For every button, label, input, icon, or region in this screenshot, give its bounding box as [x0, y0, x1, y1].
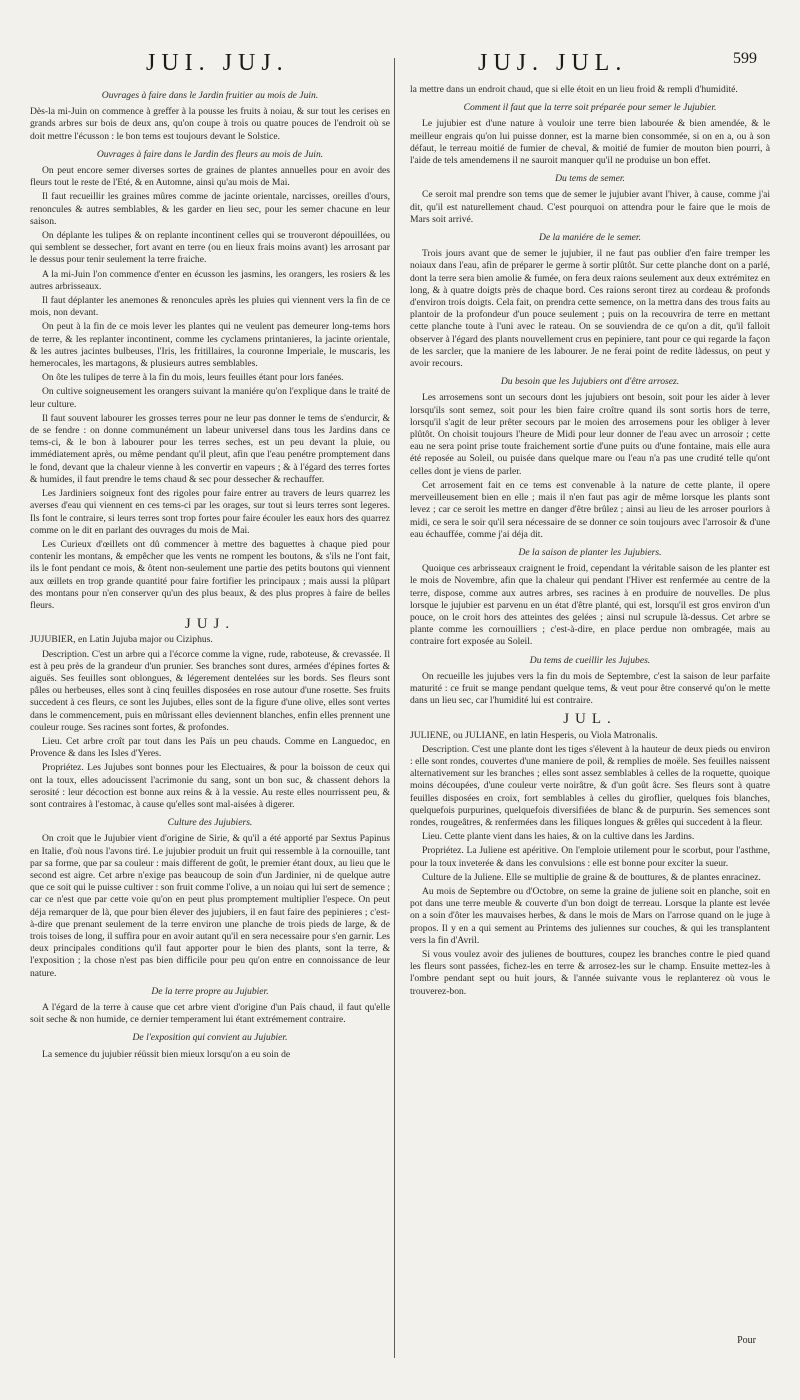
paragraph: A la mi-Juin l'on commence d'enter en écusson les jasmins, les orangers, les rosiers & les autres arbrisseaux. [30, 268, 390, 292]
paragraph: Il faut déplanter les anemones & renoncules après les pluies qui viennent vers la fin de ce mois, non devant. [30, 295, 390, 319]
paragraph: Propriétez. La Juliene est apéritive. On l'emploie utilement pour le scorbut, pour l'asthme, pour la toux inveterée & dans les convulsions : elle est bonne pour exciter la sueur. [410, 845, 770, 869]
paragraph: Lieu. Cet arbre croît par tout dans les Païs un peu chauds. Comme en Languedoc, en Provence & dans les Isles d'Yeres. [30, 735, 390, 760]
column-divider [394, 58, 395, 1358]
paragraph: Propriétez. Les Jujubes sont bonnes pour les Electuaires, & pour la boisson de ceux qui ont la toux, elles adoucissent l'acrimonie du sang, sont un bon suc, & chassent dehors la serosité : leur décoction est bonne aux reins & à la vessie. Au reste elles nourrissent peu, & sont contraires à l'estomac, à cause qu'elles sont mal-aisées à digerer. [30, 762, 390, 810]
heading-fruit-garden: Ouvrages à faire dans le Jardin fruitier au mois de Juin. [101, 90, 319, 101]
paragraph: Description. C'est un arbre qui a l'écorce comme la vigne, rude, raboteuse, & crevassée. Il est à peu près de la grandeur d'un prunier. Ses branches sont dures, armées d'épines fortes & aiguës. Ses feuilles sont oblongues, & légerement dentelées sur les bords. Ses fleurs sont pâles ou herbeuses, elles sont à cinq feuilles disposées en rose autour d'une rosette. Ses fruits succedent à ces fleurs, ce sont les Jujubes, elles sont de la figure d'une olive, elles sont vertes dans le commencement, puis en mûrissant elles deviennent blanches, enfin elles prennent une couleur rouge. Ses racines sont fortes, & profondes. [30, 648, 390, 733]
page-number: 599 [733, 50, 757, 67]
paragraph: Dès-la mi-Juin on commence à greffer à la pousse les fruits à noiau, & sur tout les cerises en grands arbres sur bois de deux ans, qu'on coupe à trois ou quatre pouces de l'endroit où se doit mettre l'écusson : le bon tems est toujours devant le Solstice. [30, 106, 390, 142]
heading-preparation: Comment il faut que la terre soit préparée pour semer le Jujubier. [463, 102, 717, 114]
entry-title-jujubier: JUJUBIER, en Latin Jujuba major ou Ciziphus. [30, 634, 213, 646]
section-title-jul: JUL. [563, 711, 617, 728]
paragraph: Description. C'est une plante dont les tiges s'élevent à la hauteur de deux pieds ou environ : elle sont rondes, couvertes d'une maniere de poil, & remplies de moële. Ses feuilles naissent alternativement sur les branches ; elles sont assez semblables à celles de la roquette, quoique moins découpées, d'une couleur verte noirâtre, & d'un goût âcre. Ses fleurs sont à quatre feuilles disposées en croix, fort semblables à celles du giroflier, quelques fois blanches, quelquefois purpurines, quelquefois diversifiées de blanc & de purpurin. Ses semences sont rondes, rougeâtres, & renfermées dans les filiques longues & grêles qui succedent à la fleur. [410, 743, 770, 828]
paragraph: Lieu. Cette plante vient dans les haies, & on la cultive dans les Jardins. [422, 831, 695, 843]
running-head-middle: JUJ. JUL. [478, 50, 628, 76]
entry-title-juliene: JULIENE, ou JULIANE, en latin Hesperis, ou Viola Matronalis. [410, 729, 658, 741]
paragraph: Quoique ces arbrisseaux craignent le froid, cependant la véritable saison de les planter est le mois de Novembre, afin que la chaleur qui pendant l'Hiver est renfermée au centre de la terre, dispose, comme aux autres arbres, ses racines à en produire de nouvelles. De plus lorsque le jujubier est parvenu en un état d'être planté, qui est, lorsqu'il est gros environ d'un pouce, on le croit hors des atteintes des gelées ; ainsi nul scrupule là-dessus. Cet arbre se plante comme les cornouilliers ; c'est-à-dire, en place perdue non ombragée, mais au contraire fort exposée au Soleil. [410, 563, 770, 648]
paragraph: Si vous voulez avoir des julienes de bouttures, coupez les branches contre le pied quand les fleurs sont passées, fichez-les en terre & arrosez-les sur le champ. Ensuite mettez-les à l'ombre pendant sept ou huit jours, & l'année suivante vous le replanterez où vous le trouverez-bon. [410, 949, 770, 997]
catchword: Pour [737, 1335, 756, 1346]
paragraph: Ce seroit mal prendre son tems que de semer le jujubier avant l'hiver, à cause, comme j'ai dit, qu'il est naturellement chaud. C'est pourquoi on attendra pour le faire que le mois de Mars soit arrivé. [410, 189, 770, 225]
paragraph: Il faut souvent labourer les grosses terres pour ne leur pas donner le tems de s'endurcir, & de se fendre : on donne communément un labeur universel dans tous les Jardins dans ce tems-ci, & le bon à labourer pour les terres seches, est un peu devant la pluie, ou immédiatement après, ou même pendant qu'il pleut, afin que l'eau penétre promptement dans le fond, devant que la chaleur vienne à les convertir en vapeurs ; & à l'égard des terres fortes & humides, il faut prendre le tems chaud & sec pour dessecher & rechauffer. [30, 412, 390, 485]
paragraph: la mettre dans un endroit chaud, que si elle étoit en un lieu froid & rempli d'humidité. [410, 84, 738, 95]
heading-planting-season: De la saison de planter les Jujubiers. [518, 546, 662, 558]
heading-culture: Culture des Jujubiers. [167, 817, 253, 829]
paragraph: Culture de la Juliene. Elle se multiplie de graine & de bouttures, & de plantes enracinez. [422, 871, 761, 883]
paragraph: On peut à la fin de ce mois lever les plantes qui ne veulent pas demeurer long-tems hors de terre, & les replanter incontinent, comme les cyclamens printanieres, la jacinte orientale, & les autres jacintes bulbeuses, l'Iris, les fritillaires, la couronne Imperiale, le muscaris, les hemerocales, les martagons, & plusieurs autres semblables. [30, 321, 390, 370]
heading-sowing-method: De la maniére de le semer. [539, 232, 641, 244]
running-head-left: JUI. JUJ. [146, 50, 289, 76]
paragraph: On peut encore semer diverses sortes de graines de plantes annuelles pour en avoir des fleurs tout le reste de l'Eté, & en Automne, ainsi qu'au mois de Mai. [30, 165, 390, 189]
paragraph: On ôte les tulipes de terre à la fin du mois, leurs feuilles étant pour lors fanées. [42, 372, 344, 384]
paragraph: Trois jours avant que de semer le jujubier, il ne faut pas oublier d'en faire tremper les noiaux dans l'eau, afin de préparer le germe à sortir plûtôt. Sur cette planche dont on a parlé, dont la terre sera bien amolie & fumée, on fera deux raions seulement aux deux extrémitez en long, & à quatre doigts près de chaque bord. Ces raions seront tirez au cordeau & profonds d'environ trois doigts. Cela fait, on prendra cette semence, on la mettra dans des trous faits au plantoir de la profondeur d'un pouce seulement ; puis on la recouvrira de terre en mettant cette planche toute à l'uni avec le rateau. On se souviendra de ce qu'on a dit, qu'il falloit observer à l'égard des plants nouvellement crus en pepiniere, tant pour ce qui regarde la façon de les sarcler, que la maniere de les labourer. Je ne ferai point de redite làdessus, on peut y avoir recours. [410, 248, 770, 370]
paragraph: La semence du jujubier réüssit bien mieux lorsqu'on a eu soin de [42, 1048, 291, 1060]
heading-exposure: De l'exposition qui convient au Jujubier. [132, 1032, 288, 1044]
right-column [410, 84, 770, 1000]
paragraph: Au mois de Septembre ou d'Octobre, on seme la graine de juliene soit en planche, soit en pot dans une terre meuble & couverte d'un bon doigt de terreau. Lorsque la plante est levée on a soin d'ôter les mauvaises herbes, & dans le mois de Mars on l'arrose quand on le juge à propos. Il y en a qui sement au Printems des juliennes sur couches, & qui les transplantent vers la fin d'Avril. [410, 885, 770, 946]
paragraph: Cet arrosement fait en ce tems est convenable à la nature de cette plante, il opere merveilleusement bien en elle ; mais il n'en faut pas agir de même lorsque les plants sont levez ; car ce seroit les mettre en danger d'être brûlez ; ainsi au lieu de les arroser pourlors à midi, ce sera le soir qu'il sera nécessaire de se donner ce soin toujours avec l'arrosoir & d'une eau échauffée, comme j'ai déja dit. [410, 479, 770, 540]
paragraph: A l'égard de la terre à cause que cet arbre vient d'origine d'un Païs chaud, il faut qu'elle soit seche & non humide, ce dernier temperament lui étant extrémement contraire. [30, 1002, 390, 1026]
paragraph: On cultive soigneusement les orangers suivant la maniére qu'on l'explique dans le traité de leur culture. [30, 386, 390, 410]
paragraph: Le jujubier est d'une nature à vouloir une terre bien labourée & bien amendée, & le meilleur engrais qu'on lui puisse donner, est la marne bien consommée, si on en a, ou à son défaut, le terreau moitié de fumier de cheval, & moitié de fumier de mouton bien pourri, à l'aide de tels amendemens il ne sauroit manquer qu'il ne produise un bon effet. [410, 118, 770, 167]
running-head [0, 50, 800, 84]
paragraph: Les Jardiniers soigneux font des rigoles pour faire entrer au travers de leurs quarrez les averses d'eau qui viennent en ces tems-ci par les orages, sur tout si leurs terres sont legeres. Ils font le contraire, si leurs terres sont trop fortes pour faire écouler les eaux hors des quarrez comme on le dit en parlant des ouvrages du mois de Mai. [30, 488, 390, 536]
paragraph: Les Curieux d'œillets ont dû commencer à mettre des baguettes à chaque pied pour contenir les montans, & empêcher que les vents ne rompent les boutons, & s'ils ne l'ont fait, ils le font pendant ce mois, & ôtent non-seulement une partie des petits boutons qui viennent aux œillets en trop grande quantité pour faire fortifier les principaux ; mais aussi la plûpart des montans pour n'en conserver qu'un des plus beaux, & des plus propres à faire de belles fleurs. [30, 538, 390, 611]
paragraph: On recueille les jujubes vers la fin du mois de Septembre, c'est la saison de leur parfaite maturité : ce fruit se mange pendant quelque tems, & veut pour être conservé qu'on le mette dans un lieu sec, car l'humidité lui est contraire. [410, 670, 770, 707]
left-column [30, 84, 390, 1063]
paragraph: Les arrosemens sont un secours dont les jujubiers ont besoin, soit pour les aider à lever lorsqu'ils sont semez, soit pour les bien faire croître quand ils sont sortis hors de terre, lorsqu'il s'agit de leur prêter secours par le moien des arrosemens pour les obliger à lever plûtôt. On choisit toujours l'heure de Midi pour leur donner de l'eau avec un arrosoir ; cette eau ne sera point prise toute fraichement sortie d'une puits ou d'une fontaine, mais elle aura été reposée au Soleil, ou puisée dans quelque mare ou l'eau n'a pas une crudité telle qu'ont celles dont je viens de parler. [410, 392, 770, 477]
paragraph: Il faut recueillir les graines mûres comme de jacinte orientale, narcisses, oreilles d'ours, renoncules & autres semblables, & les garder en lieu sec, pour les semer chacune en leur saison. [30, 191, 390, 227]
heading-watering: Du besoin que les Jujubiers ont d'être arrosez. [500, 376, 680, 388]
paragraph: On déplante les tulipes & on replante incontinent celles qui se trouveront dépouillées, ou qui semblent se dessecher, fort avant en terre (ou en lieux frais moins avant) les arrosant par le dessus pour tenir seulement la terre fraiche. [30, 230, 390, 266]
heading-harvest-time: Du tems de cueillir les Jujubes. [529, 654, 651, 666]
heading-soil: De la terre propre au Jujubier. [151, 985, 269, 997]
heading-sowing-time: Du tems de semer. [555, 173, 625, 185]
heading-flower-garden: Ouvrages à faire dans le Jardin des fleurs au mois de Juin. [96, 148, 324, 160]
section-title-juj: JUJ. [184, 616, 236, 633]
paragraph: On croit que le Jujubier vient d'origine de Sirie, & qu'il a été apporté par Sextus Papinus en Italie, d'où nous l'avons tiré. Le jujubier produit un fruit qui ressemble à la cornouille, tant par sa forme, que par sa couleur : mais different de goût, le premier étant doux, au lieu que le second est aigre. Cet arbre n'exige pas beaucoup de soin d'un Jardinier, ni de quelque autre que ce soit qui le puisse cultiver : son fruit comme l'olive, a un noiau qui lui sert de semence ; car ce n'est que par cette voie qu'on en peut plus promptement multiplier l'espece. On peut déja remarquer de là, que pour bien élever des jujubiers, il en faut faire des pepinieres ; c'est-à-dire que prenant seulement de la terre environ une planche de trois pieds de large, & de trois toises de long, il suffira pour en avoir autant qu'il en sera necessaire pour s'en garnir. Les deux principales conditions qu'il faut apporter pour le bien des plants, sont la terre, & l'exposition ; la chose n'est pas bien difficile pour peu qu'on entre en connoissance de leur nature. [30, 833, 390, 979]
